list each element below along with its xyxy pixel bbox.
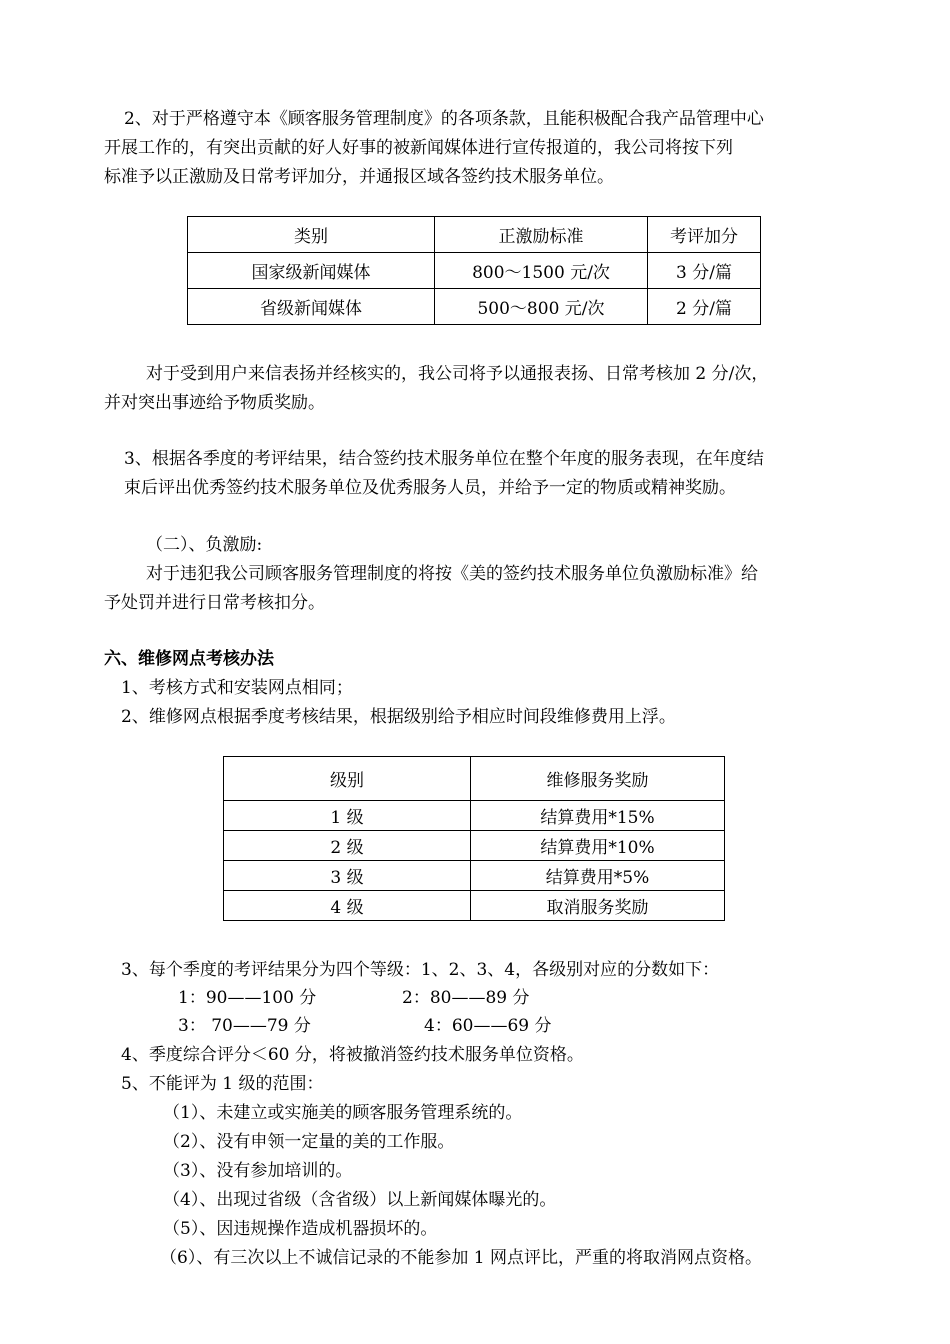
table-header-row [188,217,761,253]
table-row [188,289,761,325]
table-header-cell: 类别 [188,217,435,253]
grade-3: 3： 70——79 分 [178,1016,311,1036]
grades-intro: 3、每个季度的考评结果分为四个等级：1、2、3、4，各级别对应的分数如下： [121,960,720,980]
section-6-title: 六、维修网点考核办法 [104,649,274,669]
p2-line-2: 开展工作的，有突出贡献的好人好事的被新闻媒体进行宣传报道的，我公司将按下列 [104,138,733,158]
table-cell: 4 级 [224,891,471,921]
table-header-row [224,757,725,801]
section-6-item-1: 1、考核方式和安装网点相同； [121,678,353,698]
item-5-sub-3: （3）、没有参加培训的。 [163,1161,353,1181]
reward-table [187,216,761,325]
table-row [224,831,725,861]
item-5-title: 5、不能评为 1 级的范围： [121,1074,324,1094]
item-5-sub-4: （4）、出现过省级（含省级）以上新闻媒体曝光的。 [163,1190,557,1210]
grade-4: 4：60——69 分 [424,1016,552,1036]
table-cell: 2 分/篇 [648,289,761,325]
table-header-cell: 正激励标准 [435,217,648,253]
maintenance-reward-table [223,756,725,921]
item-5-sub-2: （2）、没有申领一定量的美的工作服。 [163,1132,455,1152]
item-4: 4、季度综合评分＜60 分，将被撤消签约技术服务单位资格。 [121,1045,584,1065]
item-5-sub-1: （1）、未建立或实施美的顾客服务管理系统的。 [163,1103,523,1123]
table-cell: 2 级 [224,831,471,861]
praise-line-1: 对于受到用户来信表扬并经核实的，我公司将予以通报表扬、日常考核加 2 分/次， [146,364,769,384]
table-row [224,891,725,921]
table-cell: 1 级 [224,801,471,831]
table-cell: 结算费用*15% [471,801,725,831]
negative-line-1: 对于违犯我公司顾客服务管理制度的将按《美的签约技术服务单位负激励标准》给 [146,564,758,584]
table-cell: 取消服务奖励 [471,891,725,921]
item-5-sub-6: （6）、有三次以上不诚信记录的不能参加 1 网点评比，严重的将取消网点资格。 [160,1248,762,1268]
item-5-sub-5: （5）、因违规操作造成机器损坏的。 [163,1219,438,1239]
section-6-item-2: 2、维修网点根据季度考核结果，根据级别给予相应时间段维修费用上浮。 [121,707,676,727]
table-cell: 800～1500 元/次 [435,253,648,289]
table-cell: 3 分/篇 [648,253,761,289]
table-cell: 结算费用*5% [471,861,725,891]
p3-line-1: 3、根据各季度的考评结果，结合签约技术服务单位在整个年度的服务表现，在年度结 [124,449,764,469]
table-cell: 结算费用*10% [471,831,725,861]
p2-line-1: 2、对于严格遵守本《顾客服务管理制度》的各项条款，且能积极配合我产品管理中心 [124,109,764,129]
negative-title: （二）、负激励: [146,535,263,555]
table-header-cell: 考评加分 [648,217,761,253]
table-cell: 国家级新闻媒体 [188,253,435,289]
table-header-cell: 级别 [224,757,471,801]
table-row [188,253,761,289]
p3-line-2: 束后评出优秀签约技术服务单位及优秀服务人员，并给予一定的物质或精神奖励。 [124,478,736,498]
grade-2: 2：80——89 分 [402,988,530,1008]
grade-1: 1：90——100 分 [178,988,317,1008]
table-cell: 省级新闻媒体 [188,289,435,325]
table-cell: 500～800 元/次 [435,289,648,325]
praise-line-2: 并对突出事迹给予物质奖励。 [104,393,325,413]
negative-line-2: 予处罚并进行日常考核扣分。 [104,593,325,613]
table-header-cell: 维修服务奖励 [471,757,725,801]
p2-line-3: 标准予以正激励及日常考评加分，并通报区域各签约技术服务单位。 [104,167,614,187]
table-row [224,861,725,891]
table-cell: 3 级 [224,861,471,891]
table-row [224,801,725,831]
